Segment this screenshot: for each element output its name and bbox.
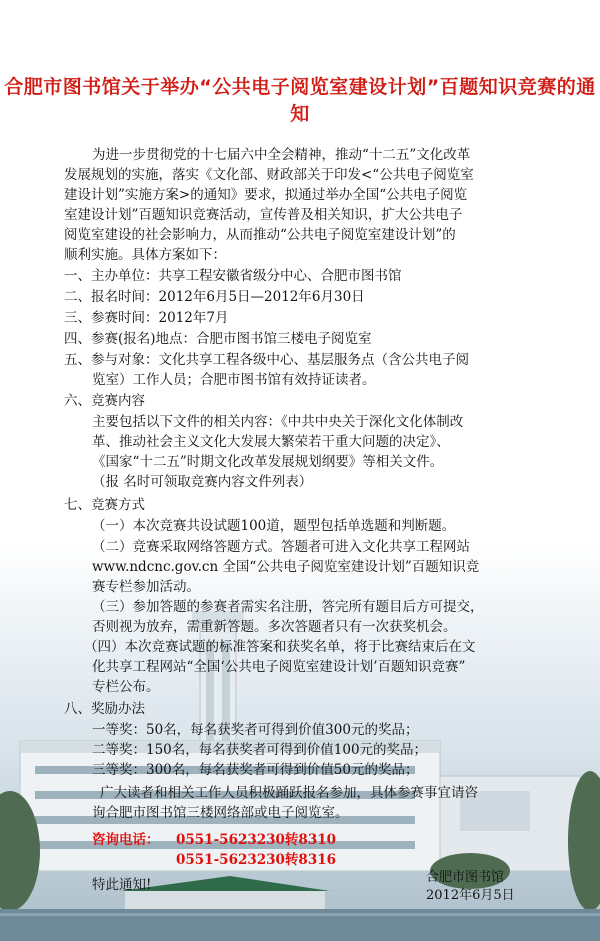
intro-line: 发展规划的实施，落实《文化部、财政部关于印发<“公共电子阅览室 — [64, 167, 474, 183]
contact-phone: 0551-5623230转8316 — [176, 852, 337, 868]
section-7-line: 赛专栏参加活动。 — [92, 579, 200, 595]
section-6-line: 《国家“十二五”时期文化改革发展规划纲要》等相关文件。 — [92, 454, 444, 470]
item-organizer: 一、主办单位：共享工程安徽省级分中心、合肥市图书馆 — [64, 268, 402, 284]
notice-title: 合肥市图书馆关于举办“公共电子阅览室建设计划”百题知识竞赛的通知 — [4, 76, 596, 125]
intro-line: 建设计划”实施方案>的通知》要求，拟通过举办全国“公共电子阅览 — [64, 187, 468, 203]
section-7-heading: 七、竞赛方式 — [64, 497, 145, 513]
prize-first: 一等奖：50名，每名获奖者可得到价值300元的奖品； — [92, 722, 419, 738]
section-7-website: www.ndcnc.gov.cn 全国“公共电子阅览室建设计划”百题知识竞 — [92, 559, 480, 575]
date: 2012年6月5日 — [426, 888, 515, 903]
intro-line: 阅览室建设的社会影响力，从而推动“公共电子阅览室建设计划”的 — [64, 227, 456, 243]
closing-line: 询合肥市图书馆三楼网络部或电子阅览室。 — [92, 805, 349, 821]
closing-line: 广大读者和相关工作人员积极踊跃报名参加，具体参赛事宜请咨 — [100, 785, 478, 801]
section-7-line: （三）参加答题的参赛者需实名注册，答完所有题目后方可提交， — [92, 599, 484, 615]
section-7-line: 否则视为放弃，需重新答题。多次答题者只有一次获奖机会。 — [92, 619, 457, 635]
section-6-line: 主要包括以下文件的相关内容：《中共中央关于深化文化体制改 — [92, 414, 464, 430]
section-8-heading: 八、奖励办法 — [64, 701, 145, 717]
signature: 合肥市图书馆 — [426, 870, 505, 885]
section-6-line: （报 名时可领取竞赛内容文件列表） — [92, 474, 313, 490]
intro-line: 为进一步贯彻党的十七届六中全会精神，推动“十二五”文化改革 — [92, 147, 471, 163]
section-6-line: 革、推动社会主义文化大发展大繁荣若干重大问题的决定》、 — [92, 434, 450, 450]
item-registration-time: 二、报名时间：2012年6月5日—2012年6月30日 — [64, 289, 365, 305]
contact-label: 咨询电话： — [92, 832, 160, 848]
intro-line: 室建设计划”百题知识竞赛活动，宣传普及相关知识，扩大公共电子 — [64, 207, 463, 223]
item-participants-cont: 览室）工作人员；合肥市图书馆有效持证读者。 — [92, 372, 376, 388]
section-7-line: （一）本次竞赛共设试题100道，题型包括单选题和判断题。 — [92, 518, 456, 534]
section-7-line: （二）竞赛采取网络答题方式。答题者可进入文化共享工程网站 — [92, 539, 470, 555]
section-6-heading: 六、竞赛内容 — [64, 393, 145, 409]
contact-phone: 0551-5623230转8310 — [176, 832, 337, 848]
prize-third: 三等奖：300名，每名获奖者可得到价值50元的奖品； — [92, 762, 419, 778]
item-contest-time: 三、参赛时间：2012年7月 — [64, 310, 229, 326]
section-7-line: 专栏公布。 — [92, 679, 160, 695]
item-participants: 五、参与对象：文化共享工程各级中心、基层服务点（含公共电子阅 — [64, 352, 469, 368]
intro-line: 顺利实施。具体方案如下： — [64, 247, 226, 263]
closing-notice: 特此通知! — [92, 877, 152, 893]
section-7-line: （四）本次竞赛试题的标准答案和获奖名单，将于比赛结束后在文 — [84, 639, 476, 655]
prize-second: 二等奖：150名，每名获奖者可得到价值100元的奖品； — [92, 742, 428, 758]
section-7-line: 化共享工程网站“全国‘公共电子阅览室建设计划’百题知识竞赛” — [92, 659, 466, 675]
item-location: 四、参赛(报名)地点：合肥市图书馆三楼电子阅览室 — [64, 331, 372, 347]
